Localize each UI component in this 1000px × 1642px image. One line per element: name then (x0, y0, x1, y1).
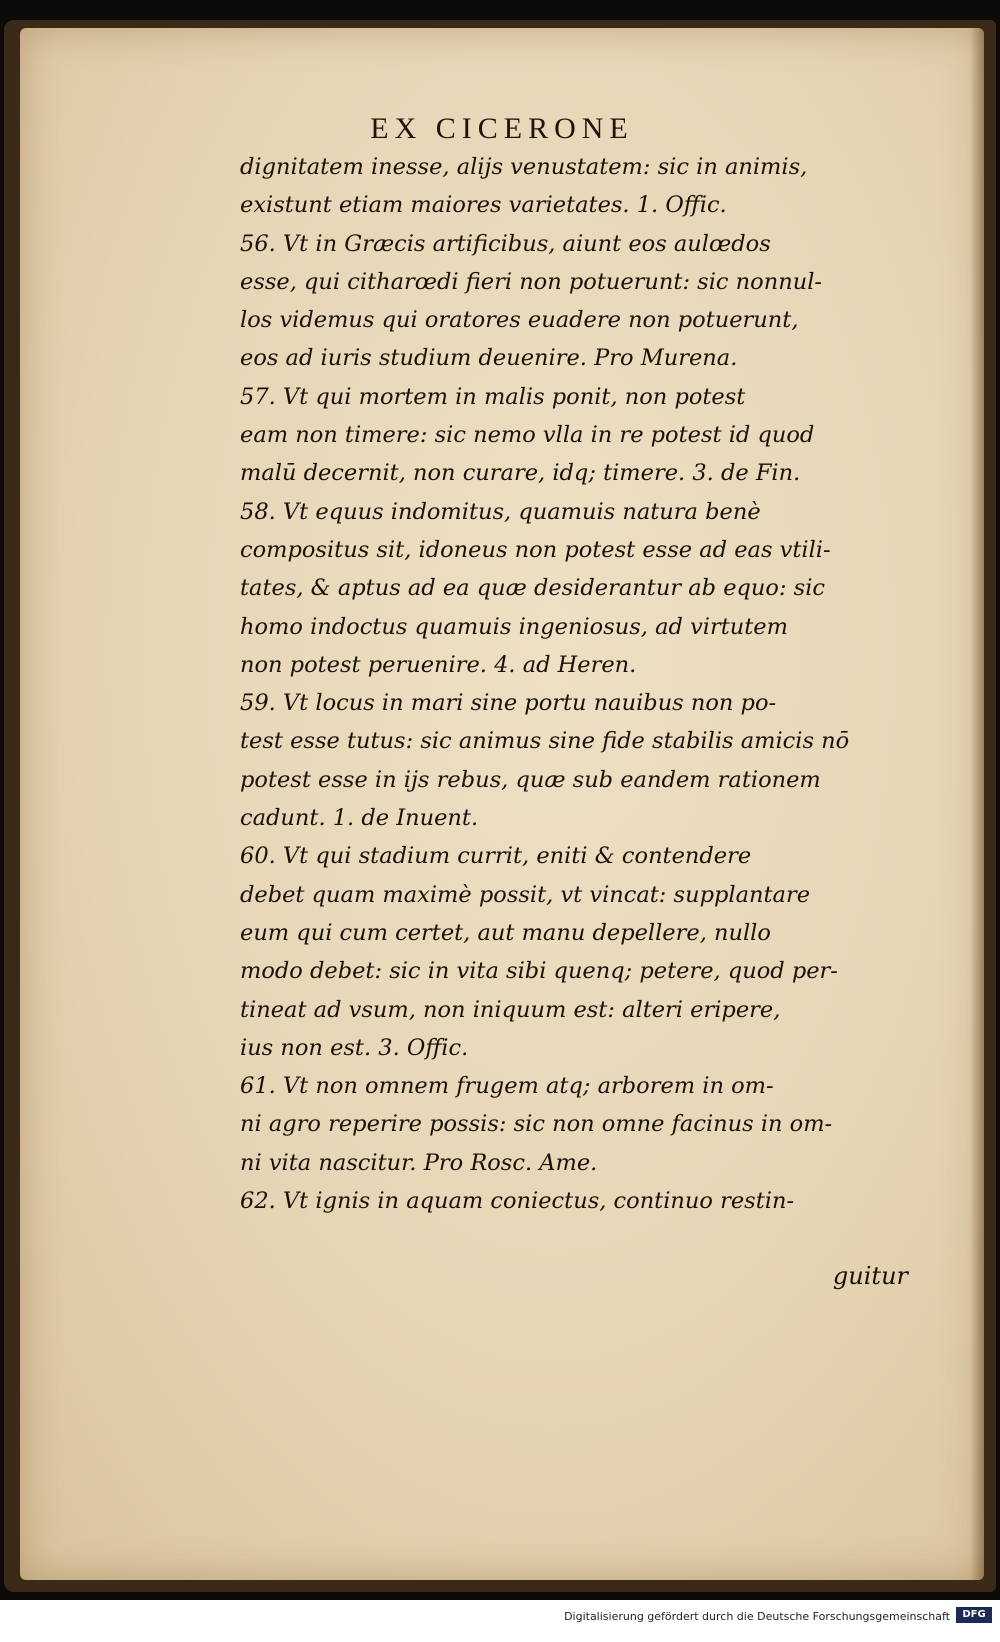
text-line: 61. Vt non omnem frugem atq; arborem in om- (240, 1073, 774, 1100)
text-line: homo indoctus quamuis ingeniosus, ad virtutem (240, 613, 788, 640)
text-line: eum qui cum certet, aut manu depellere, nullo (240, 919, 771, 946)
text-line: modo debet: sic in vita sibi quenq; petere, quod per- (240, 958, 838, 985)
text-block (240, 148, 925, 1220)
text-line: esse, qui citharœdi fieri non potuerunt: sic nonnul- (240, 268, 822, 295)
text-line: malū decernit, non curare, idq; timere. 3. de Fin. (240, 460, 801, 487)
text-line: ius non est. 3. Offic. (240, 1034, 469, 1061)
text-line: 57. Vt qui mortem in malis ponit, non potest (240, 383, 746, 410)
text-line: non potest peruenire. 4. ad Heren. (240, 651, 637, 678)
footer-bar (0, 1600, 1000, 1642)
dfg-logo: DFG (956, 1607, 992, 1623)
text-line: 58. Vt equus indomitus, quamuis natura benè (240, 498, 761, 525)
text-line: ni vita nascitur. Pro Rosc. Ame. (240, 1149, 598, 1176)
text-line: existunt etiam maiores varietates. 1. Offic. (240, 192, 727, 219)
funding-credit: Digitalisierung gefördert durch die Deutsche Forschungsgemeinschaft (564, 1610, 950, 1623)
text-line: potest esse in ijs rebus, quæ sub eandem rationem (240, 766, 821, 793)
text-line: 60. Vt qui stadium currit, eniti & contendere (240, 843, 752, 870)
text-line: ni agro reperire possis: sic non omne facinus in om- (240, 1111, 833, 1138)
running-head: EX CICERONE (370, 112, 634, 145)
text-line: cadunt. 1. de Inuent. (240, 805, 479, 832)
text-line: los videmus qui oratores euadere non potuerunt, (240, 307, 799, 334)
catchword: guitur (832, 1262, 908, 1290)
text-line: eam non timere: sic nemo vlla in re potest id quod (240, 422, 815, 449)
text-line: 59. Vt locus in mari sine portu nauibus non po- (240, 690, 777, 717)
text-line: 56. Vt in Græcis artificibus, aiunt eos aulœdos (240, 230, 771, 257)
page-edge-shadow (970, 28, 984, 1580)
text-line: compositus sit, idoneus non potest esse ad eas vtili- (240, 536, 831, 563)
text-line: tineat ad vsum, non iniquum est: alteri eripere, (240, 996, 781, 1023)
text-line: debet quam maximè possit, vt vincat: supplantare (240, 881, 811, 908)
text-line: test esse tutus: sic animus sine fide stabilis amicis nō (240, 728, 850, 755)
text-line: dignitatem inesse, alijs venustatem: sic in animis, (240, 154, 808, 180)
text-line: eos ad iuris studium deuenire. Pro Murena. (240, 345, 738, 372)
text-line: 62. Vt ignis in aquam coniectus, continuo restin- (240, 1188, 795, 1215)
text-line: tates, & aptus ad ea quæ desiderantur ab equo: sic (240, 575, 826, 602)
